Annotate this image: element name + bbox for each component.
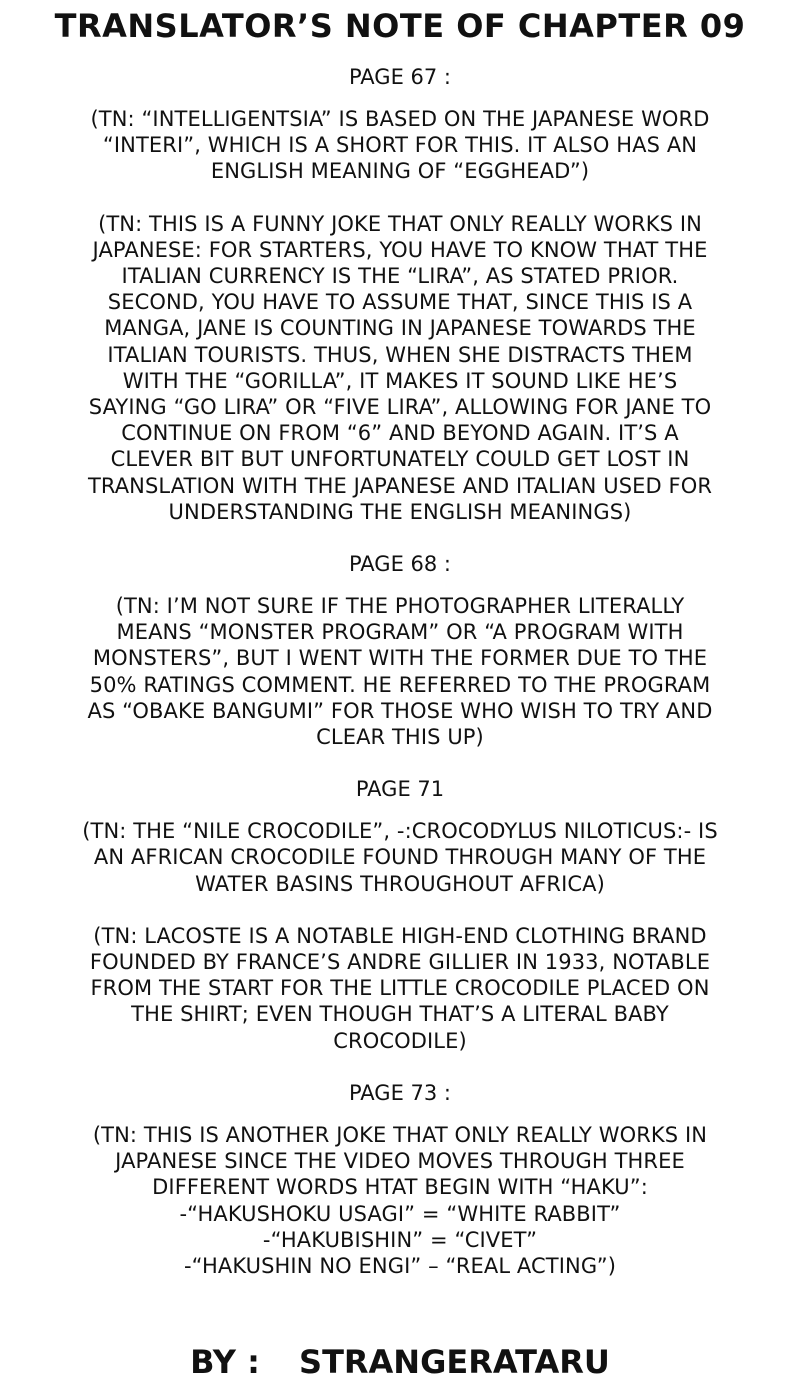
byline-label: BY : <box>190 1343 260 1381</box>
note-line: -“HAKUBISHIN” = “CIVET” <box>262 1227 538 1252</box>
note-line: JAPANESE: FOR STARTERS, YOU HAVE TO KNOW THAT THE <box>92 237 708 262</box>
note-line: SAYING “GO LIRA” OR “FIVE LIRA”, ALLOWING FOR JANE TO <box>88 395 712 420</box>
note-line: 50% RATINGS COMMENT. HE REFERRED TO THE PROGRAM <box>89 672 711 697</box>
note-line: (TN: I’M NOT SURE IF THE PHOTOGRAPHER LITERALLY <box>115 594 685 619</box>
note-line: (TN: THE “NILE CROCODILE”, -:CROCODYLUS NILOTICUS:- IS <box>82 819 718 844</box>
note-line: CLEVER BIT BUT UNFORTUNATELY COULD GET LOST IN <box>110 447 690 472</box>
note-line: WATER BASINS THROUGHOUT AFRICA) <box>195 871 605 896</box>
translator-note <box>10 1122 790 1279</box>
note-line: UNDERSTANDING THE ENGLISH MEANINGS) <box>168 499 632 524</box>
byline <box>0 1340 800 1384</box>
note-line: (TN: THIS IS ANOTHER JOKE THAT ONLY REALLY WORKS IN <box>92 1122 708 1147</box>
note-line: FROM THE START FOR THE LITTLE CROCODILE PLACED ON <box>90 976 710 1001</box>
note-line: (TN: LACOSTE IS A NOTABLE HIGH-END CLOTHING BRAND <box>93 923 707 948</box>
notes-container <box>10 64 790 1279</box>
note-line: MONSTERS”, BUT I WENT WITH THE FORMER DUE TO THE <box>92 646 708 671</box>
note-line: MANGA, JANE IS COUNTING IN JAPANESE TOWARDS THE <box>104 316 696 341</box>
page-section <box>10 551 790 750</box>
page-number-label: PAGE 67 : <box>348 65 451 89</box>
note-line: DIFFERENT WORDS HTAT BEGIN WITH “HAKU”: <box>152 1175 648 1200</box>
note-line: -“HAKUSHOKU USAGI” = “WHITE RABBIT” <box>179 1201 621 1226</box>
note-line: CONTINUE ON FROM “6” AND BEYOND AGAIN. IT’S A <box>121 421 679 446</box>
note-line: AS “OBAKE BANGUMI” FOR THOSE WHO WISH TO TRY AND <box>87 698 713 723</box>
note-line: CLEAR THIS UP) <box>316 725 484 750</box>
note-line: SECOND, YOU HAVE TO ASSUME THAT, SINCE THIS IS A <box>107 290 693 315</box>
translator-note <box>10 923 790 1054</box>
translator-name: STRANGERATARU <box>299 1343 610 1381</box>
note-line: WITH THE “GORILLA”, IT MAKES IT SOUND LIKE HE’S <box>122 368 678 393</box>
note-line: ENGLISH MEANING OF “EGGHEAD”) <box>210 159 590 184</box>
page-section <box>10 1080 790 1279</box>
page-section <box>10 64 790 525</box>
note-line: TRANSLATION WITH THE JAPANESE AND ITALIAN USED FOR <box>87 473 713 498</box>
note-line: JAPANESE SINCE THE VIDEO MOVES THROUGH THREE <box>115 1149 685 1174</box>
note-line: AN AFRICAN CROCODILE FOUND THROUGH MANY OF THE <box>93 845 707 870</box>
page-section <box>10 776 790 1054</box>
note-line: -“HAKUSHIN NO ENGI” – “REAL ACTING”) <box>183 1253 617 1278</box>
note-line: CROCODILE) <box>333 1028 467 1053</box>
page-number-label: PAGE 71 <box>355 777 445 802</box>
note-line: (TN: “INTELLIGENTSIA” IS BASED ON THE JAPANESE WORD <box>90 107 710 131</box>
translator-note <box>10 818 790 897</box>
page-number-label: PAGE 73 : <box>348 1080 451 1105</box>
note-line: FOUNDED BY FRANCE’S ANDRE GILLIER IN 1933, NOTABLE <box>89 950 711 975</box>
note-line: MEANS “MONSTER PROGRAM” OR “A PROGRAM WITH <box>116 620 684 645</box>
note-line: THE SHIRT; EVEN THOUGH THAT’S A LITERAL BABY <box>131 1002 669 1027</box>
page-title: TRANSLATOR’S NOTE OF CHAPTER 09 <box>54 7 746 45</box>
note-line: “INTERI”, WHICH IS A SHORT FOR THIS. IT ALSO HAS AN <box>102 133 698 158</box>
page-number-label: PAGE 68 : <box>348 552 451 577</box>
translator-note <box>10 106 790 185</box>
note-line: ITALIAN CURRENCY IS THE “LIRA”, AS STATED PRIOR. <box>121 264 679 289</box>
note-line: ITALIAN TOURISTS. THUS, WHEN SHE DISTRACTS THEM <box>107 342 693 367</box>
translator-note <box>10 593 790 750</box>
translator-note <box>10 211 790 525</box>
note-line: (TN: THIS IS A FUNNY JOKE THAT ONLY REALLY WORKS IN <box>98 211 702 236</box>
